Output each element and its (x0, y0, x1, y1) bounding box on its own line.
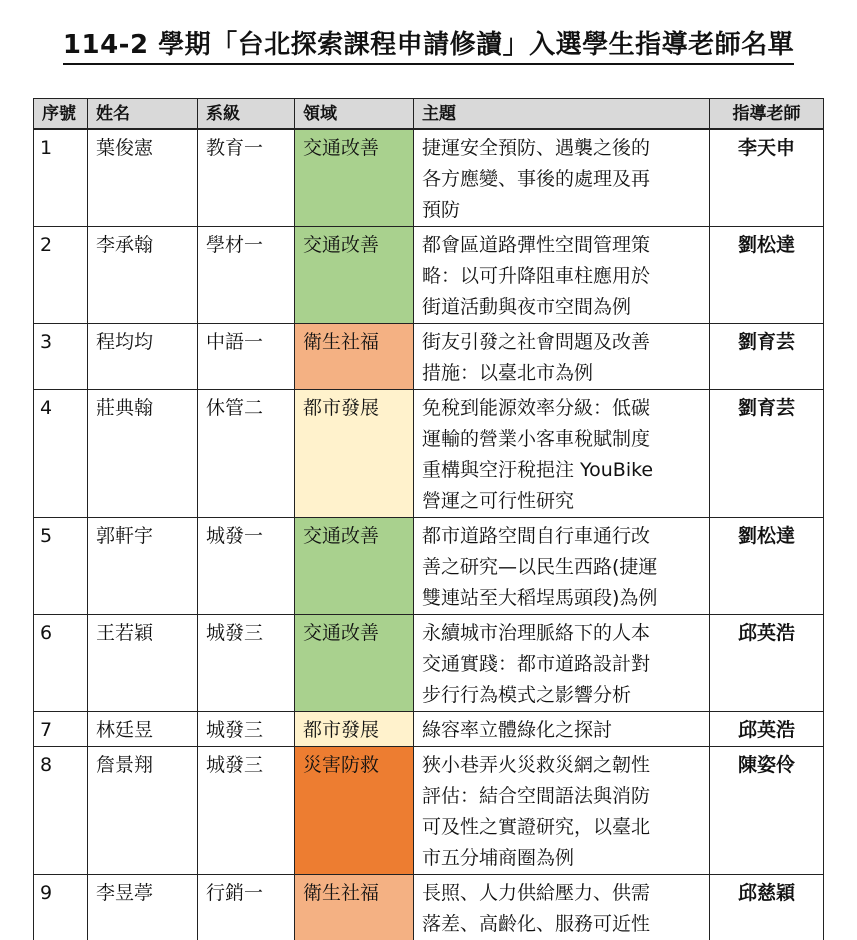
table-row (34, 615, 824, 712)
topic-line: 免稅到能源效率分級：低碳 (422, 393, 701, 424)
row-number: 7 (34, 712, 88, 747)
header-row (34, 99, 824, 130)
topic-line: 雙連站至大稻埕馬頭段)為例 (422, 583, 701, 614)
topic-line: 評估：結合空間語法與消防 (422, 781, 701, 812)
topic-cell (414, 390, 710, 518)
student-name: 莊典翰 (88, 390, 198, 518)
topic-line: 綠容率立體綠化之探討 (422, 715, 701, 746)
topic-line: 各方應變、事後的處理及再 (422, 164, 701, 195)
topic-cell (414, 129, 710, 227)
domain-cell: 交通改善 (295, 129, 414, 227)
document-title-text: 114-2 學期「台北探索課程申請修讀」入選學生指導老師名單 (63, 30, 794, 65)
topic-cell (414, 747, 710, 875)
table-header (34, 99, 824, 130)
domain-cell: 災害防救 (295, 747, 414, 875)
student-dept: 城發一 (198, 518, 295, 615)
student-name: 李承翰 (88, 227, 198, 324)
advisor-name: 劉松達 (710, 227, 824, 324)
student-dept: 城發三 (198, 747, 295, 875)
advisor-name: 邱英浩 (710, 615, 824, 712)
advisor-name: 邱慈穎 (710, 875, 824, 940)
topic-line: 措施：以臺北市為例 (422, 358, 701, 389)
domain-cell: 交通改善 (295, 227, 414, 324)
student-dept: 行銷一 (198, 875, 295, 940)
table-row (34, 227, 824, 324)
row-number: 6 (34, 615, 88, 712)
table-row (34, 875, 824, 940)
row-number: 5 (34, 518, 88, 615)
topic-line: 可及性之實證研究，以臺北 (422, 812, 701, 843)
topic-line: 市五分埔商圈為例 (422, 843, 701, 874)
student-dept: 中語一 (198, 324, 295, 390)
domain-cell: 都市發展 (295, 390, 414, 518)
topic-line: 永續城市治理脈絡下的人本 (422, 618, 701, 649)
advisor-name: 劉松達 (710, 518, 824, 615)
header-dept: 系級 (198, 99, 295, 130)
advisor-name: 邱英浩 (710, 712, 824, 747)
topic-line: 善之研究—以民生西路(捷運 (422, 552, 701, 583)
table-row (34, 747, 824, 875)
student-name: 程均均 (88, 324, 198, 390)
student-dept: 休管二 (198, 390, 295, 518)
domain-cell: 衛生社福 (295, 875, 414, 940)
domain-cell: 衛生社福 (295, 324, 414, 390)
row-number: 1 (34, 129, 88, 227)
row-number: 9 (34, 875, 88, 940)
header-name: 姓名 (88, 99, 198, 130)
topic-line: 步行行為模式之影響分析 (422, 680, 701, 711)
student-dept: 教育一 (198, 129, 295, 227)
student-name: 王若穎 (88, 615, 198, 712)
topic-cell (414, 518, 710, 615)
student-name: 郭軒宇 (88, 518, 198, 615)
header-topic: 主題 (414, 99, 710, 130)
domain-cell: 交通改善 (295, 615, 414, 712)
student-name: 林廷昱 (88, 712, 198, 747)
domain-cell: 交通改善 (295, 518, 414, 615)
header-advisor: 指導老師 (710, 99, 824, 130)
advisor-name: 陳姿伶 (710, 747, 824, 875)
topic-cell (414, 712, 710, 747)
topic-cell (414, 875, 710, 940)
topic-cell (414, 227, 710, 324)
student-dept: 城發三 (198, 712, 295, 747)
advisor-name: 劉育芸 (710, 324, 824, 390)
topic-line: 都市道路空間自行車通行改 (422, 521, 701, 552)
topic-line: 重構與空汙稅挹注 YouBike (422, 455, 701, 486)
topic-line: 略：以可升降阻車柱應用於 (422, 261, 701, 292)
document-title (0, 28, 857, 62)
advisor-roster-table (33, 98, 824, 940)
student-name: 葉俊憲 (88, 129, 198, 227)
topic-line: 街友引發之社會問題及改善 (422, 327, 701, 358)
row-number: 2 (34, 227, 88, 324)
advisor-name: 李天申 (710, 129, 824, 227)
topic-cell (414, 615, 710, 712)
row-number: 8 (34, 747, 88, 875)
row-number: 3 (34, 324, 88, 390)
topic-line: 營運之可行性研究 (422, 486, 701, 517)
advisor-name: 劉育芸 (710, 390, 824, 518)
row-number: 4 (34, 390, 88, 518)
header-no: 序號 (34, 99, 88, 130)
topic-line: 街道活動與夜市空間為例 (422, 292, 701, 323)
table-body (34, 129, 824, 940)
table-row (34, 390, 824, 518)
student-name: 李昱葶 (88, 875, 198, 940)
topic-line: 預防 (422, 195, 701, 226)
topic-line: 長照、人力供給壓力、供需 (422, 878, 701, 909)
topic-line: 捷運安全預防、遇襲之後的 (422, 133, 701, 164)
header-domain: 領域 (295, 99, 414, 130)
topic-line: 交通實踐：都市道路設計對 (422, 649, 701, 680)
topic-line: 落差、高齡化、服務可近性 (422, 909, 701, 940)
student-name: 詹景翔 (88, 747, 198, 875)
topic-cell (414, 324, 710, 390)
student-dept: 城發三 (198, 615, 295, 712)
table-row (34, 129, 824, 227)
domain-cell: 都市發展 (295, 712, 414, 747)
table-row (34, 518, 824, 615)
topic-line: 狹小巷弄火災救災網之韌性 (422, 750, 701, 781)
student-dept: 學材一 (198, 227, 295, 324)
table-row (34, 712, 824, 747)
topic-line: 運輸的營業小客車稅賦制度 (422, 424, 701, 455)
topic-line: 都會區道路彈性空間管理策 (422, 230, 701, 261)
table-row (34, 324, 824, 390)
